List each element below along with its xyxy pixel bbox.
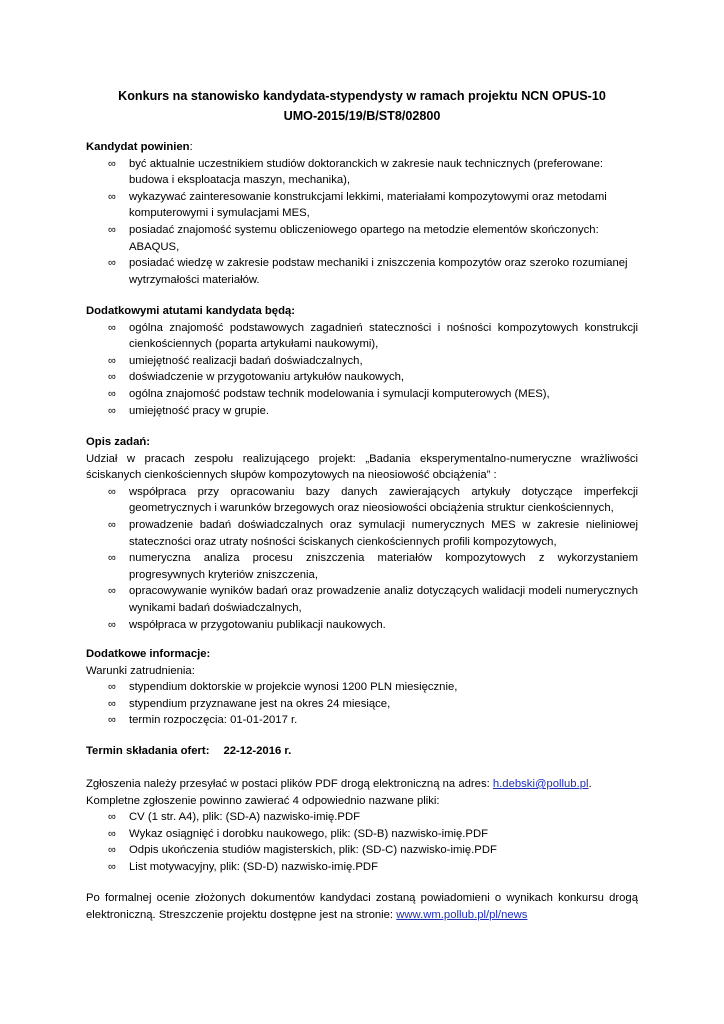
- files-list: [86, 809, 638, 875]
- list-item: ∞ Odpis ukończenia studiów magisterskich, plik: (SD-C) nazwisko-imię.PDF: [86, 842, 638, 859]
- closing-paragraph: [86, 890, 638, 923]
- assets-list: [86, 320, 638, 420]
- list-item: ∞ umiejętność realizacji badań doświadczalnych,: [86, 353, 638, 370]
- bullet-icon: ∞: [108, 223, 116, 236]
- bullet-icon: ∞: [108, 697, 116, 710]
- deadline-line: [86, 743, 638, 760]
- bullet-icon: ∞: [108, 714, 116, 727]
- tasks-list: [86, 484, 638, 633]
- list-item: ∞ posiadać wiedzę w zakresie podstaw mechaniki i zniszczenia kompozytów oraz szeroko rozumianej wytrzymałości materiałów.: [108, 257, 628, 286]
- bullet-icon: ∞: [108, 190, 116, 203]
- email-link[interactable]: h.debski@pollub.pl: [492, 778, 589, 790]
- list-item: ∞ doświadczenie w przygotowaniu artykułów naukowych,: [86, 369, 638, 386]
- list-item: ∞ umiejętność pracy w grupie.: [86, 403, 638, 420]
- bullet-icon: ∞: [108, 811, 116, 824]
- list-item: ∞ Wykaz osiągnięć i dorobku naukowego, plik: (SD-B) nazwisko-imię.PDF: [86, 826, 638, 843]
- bullet-icon: ∞: [108, 552, 116, 565]
- title-line-1: Konkurs na stanowisko kandydata-stypendysty w ramach projektu NCN OPUS-10: [118, 89, 606, 103]
- info-subheading: Warunki zatrudnienia:: [86, 664, 195, 677]
- document-title: [86, 86, 638, 126]
- bullet-icon: ∞: [108, 827, 116, 840]
- bullet-icon: ∞: [108, 387, 116, 400]
- list-item: ∞ termin rozpoczęcia: 01-01-2017 r.: [86, 712, 638, 729]
- bullet-icon: ∞: [108, 371, 116, 384]
- bullet-icon: ∞: [108, 157, 116, 170]
- bullet-icon: ∞: [108, 585, 116, 598]
- bullet-icon: ∞: [108, 518, 116, 531]
- submission-files-intro: Kompletne zgłoszenie powinno zawierać 4 odpowiednio nazwane pliki:: [86, 794, 440, 807]
- bullet-icon: ∞: [108, 257, 116, 270]
- title-line-2: UMO-2015/19/B/ST8/02800: [283, 109, 441, 123]
- list-item: ∞ opracowywanie wyników badań oraz prowadzenie analiz dotyczących walidacji modeli numerycznych wynikami badań doświadczalnych,: [108, 585, 638, 614]
- assets-heading: Dodatkowymi atutami kandydata będą:: [86, 305, 296, 317]
- candidate-heading: Kandydat powinien: [86, 141, 190, 153]
- list-item: ∞ współpraca przy opracowaniu bazy danych zawierających artykuły dotyczące imperfekcji geometrycznych i warunków brzegowych oraz nieosiowości obciążenia struktur cienkościennych,: [108, 485, 638, 515]
- list-item: ∞ stypendium doktorskie w projekcie wynosi 1200 PLN miesięcznie,: [86, 679, 638, 696]
- bullet-icon: ∞: [108, 485, 116, 498]
- list-item: ∞ ogólna znajomość podstaw technik modelowania i symulacji komputerowych (MES),: [86, 386, 638, 403]
- tasks-intro: Udział w pracach zespołu realizującego projekt: „Badania eksperymentalno-numeryczne wrażliwości ściskanych cienkościennych słupów kompozytowych na nieosiowość obciążenia” :: [86, 452, 638, 482]
- candidate-section: [86, 139, 638, 288]
- list-item: ∞ prowadzenie badań doświadczalnych oraz symulacji numerycznych MES w zakresie nieliniowej stateczności oraz utraty nośności ściskanych cienkościennych profili kompozytowych,: [108, 518, 638, 548]
- bullet-icon: ∞: [108, 681, 116, 694]
- info-list: [86, 679, 638, 729]
- list-item: ∞ stypendium przyznawane jest na okres 24 miesiące,: [86, 696, 638, 713]
- bullet-icon: ∞: [108, 354, 116, 367]
- list-item: ∞ numeryczna analiza procesu zniszczenia materiałów kompozytowych z wykorzystaniem progresywnych kryteriów zniszczenia,: [108, 552, 638, 581]
- assets-section: [86, 303, 638, 419]
- submission-section: Zgłoszenia należy przesyłać w postaci plików PDF drogą elektroniczną na adres: h.debski@pollub.pl. Kompletne zgłoszenie powinno zawierać 4 odpowiednio nazwane pliki: ∞ CV (1 str. A4), plik: (SD-A) nazwisko-imię.PDF ∞ Wykaz osiągnięć i dorobku naukowego, plik: (SD-B) nazwisko-imię.PDF ∞ Odpis ukończenia studiów magisterskich, plik: (SD-C) nazwisko-imię.PDF ∞ List motywacyjny, plik: (SD-D) nazwisko-imię.PDF: [86, 776, 638, 876]
- list-item: ∞ CV (1 str. A4), plik: (SD-A) nazwisko-imię.PDF: [86, 809, 638, 826]
- submission-text: Zgłoszenia należy przesyłać w postaci plików PDF drogą elektroniczną na adres:: [86, 778, 493, 790]
- tasks-heading: Opis zadań:: [86, 436, 151, 448]
- candidate-list: [86, 156, 638, 289]
- list-item: ∞ List motywacyjny, plik: (SD-D) nazwisko-imię.PDF: [86, 859, 638, 876]
- list-item: ∞ współpraca w przygotowaniu publikacji naukowych.: [86, 617, 638, 634]
- bullet-icon: ∞: [108, 618, 116, 631]
- bullet-icon: ∞: [108, 844, 116, 857]
- bullet-icon: ∞: [108, 860, 116, 873]
- info-heading: Dodatkowe informacje:: [86, 648, 211, 660]
- candidate-heading-colon: :: [189, 141, 193, 153]
- closing-text: Po formalnej ocenie złożonych dokumentów kandydaci zostaną powiadomieni o wynikach konkursu drogą elektroniczną. Streszczenie projektu dostępne jest na stronie:: [86, 892, 638, 921]
- list-item: ∞ posiadać znajomość systemu obliczeniowego opartego na metodzie elementów skończonych: ABAQUS,: [108, 223, 599, 253]
- project-link[interactable]: www.wm.pollub.pl/pl/news: [396, 908, 528, 921]
- bullet-icon: ∞: [108, 321, 116, 334]
- list-item: ∞ wykazywać zainteresowanie konstrukcjami lekkimi, materiałami kompozytowymi oraz metodami komputerowymi i symulacjami MES,: [108, 190, 607, 220]
- tasks-section: [86, 434, 638, 633]
- bullet-icon: ∞: [108, 404, 116, 417]
- list-item: ∞ ogólna znajomość podstawowych zagadnień stateczności i nośności kompozytowych konstrukcji cienkościennych (poparta artykułami naukowymi),: [108, 321, 638, 351]
- deadline-value: 22-12-2016 r.: [223, 745, 292, 757]
- list-item: ∞ być aktualnie uczestnikiem studiów doktoranckich w zakresie nauk technicznych (preferowane: budowa i eksploatacja maszyn, mechanika),: [108, 157, 604, 187]
- info-section: [86, 646, 638, 729]
- deadline-label: Termin składania ofert:: [86, 745, 210, 757]
